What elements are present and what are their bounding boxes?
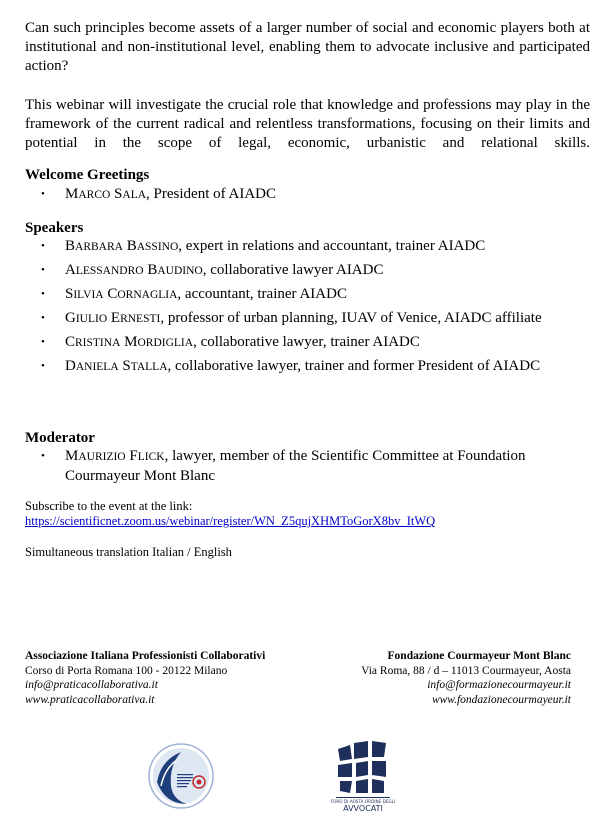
person-name: MAURIZIO FLICK	[65, 448, 165, 464]
footer-fondazione	[361, 649, 571, 707]
speaker-item	[25, 237, 580, 257]
welcome-heading: Welcome Greetings	[25, 167, 150, 183]
footer-aiadc-address: Corso di Porta Romana 100 - 20122 Milano	[25, 664, 228, 677]
bullet-icon: •	[41, 312, 45, 324]
person-description: , collaborative lawyer AIADC	[202, 262, 384, 278]
bullet-icon: •	[41, 288, 45, 300]
speaker-item	[25, 357, 580, 377]
person-description: , professor of urban planning, IUAV of Venice, AIADC affiliate	[160, 310, 542, 326]
moderator-heading: Moderator	[25, 430, 95, 446]
person-name: BARBARA BASSINO	[65, 238, 179, 254]
bullet-icon: •	[41, 264, 45, 276]
subscribe-link[interactable]: https://scientificnet.zoom.us/webinar/register/WN_Z5qujXHMToGorX8bv_ItWQ	[25, 514, 436, 528]
bullet-icon: •	[41, 450, 45, 462]
person-name: CRISTINA MORDIGLIA	[65, 334, 194, 350]
moderator-item	[25, 447, 580, 486]
svg-text:AVVOCATI: AVVOCATI	[343, 804, 383, 813]
bullet-icon: •	[41, 360, 45, 372]
speaker-item	[25, 261, 580, 281]
welcome-list	[25, 185, 580, 209]
webinar-description: This webinar will investigate the crucial role that knowledge and professions may play in the framework of the current radical and relentless transformations, focusing on their limits and potential in the scope of legal, economic, urbanistic and relational skills.	[25, 97, 590, 151]
speakers-list	[25, 237, 580, 381]
speaker-item	[25, 309, 580, 329]
person-description: , expert in relations and accountant, trainer AIADC	[178, 238, 486, 254]
footer-aiadc-email[interactable]: info@praticacollaborativa.it	[25, 679, 158, 691]
speaker-item	[25, 285, 580, 305]
speakers-heading: Speakers	[25, 220, 84, 236]
person-name: MARCO SALA	[65, 186, 147, 202]
moderator-list	[25, 447, 580, 490]
person-description: , accountant, trainer AIADC	[177, 286, 347, 302]
footer-aiadc	[25, 649, 265, 707]
intro-paragraph: Can such principles become assets of a larger number of social and economic players both at institutional and non-institutional level, enabling them to advocate inclusive and participated action?	[25, 20, 590, 74]
bullet-icon: •	[41, 336, 45, 348]
person-description: , lawyer, member of the Scientific Committee at Foundation Courmayeur Mont Blanc	[65, 448, 526, 484]
person-description: , collaborative lawyer, trainer AIADC	[193, 334, 420, 350]
speaker-item	[25, 333, 580, 353]
person-name: ALESSANDRO BAUDINO	[65, 262, 203, 278]
welcome-item	[25, 185, 580, 205]
bullet-icon: •	[41, 240, 45, 252]
footer-aiadc-web[interactable]: www.praticacollaborativa.it	[25, 693, 155, 706]
person-name: DANIELA STALLA	[65, 358, 168, 374]
svg-text:FORO DI AOSTA ORDINE DEGLI: FORO DI AOSTA ORDINE DEGLI	[330, 799, 396, 804]
ordine-dottori-commercialisti-logo	[147, 742, 215, 810]
footer-fondazione-name: Fondazione Courmayeur Mont Blanc	[387, 650, 571, 662]
person-name: GIULIO ERNESTI	[65, 310, 161, 326]
bullet-icon: •	[41, 188, 45, 200]
footer-fondazione-address: Via Roma, 88 / d – 11013 Courmayeur, Aosta	[361, 664, 571, 677]
person-description: , collaborative lawyer, trainer and former President of AIADC	[167, 358, 541, 374]
subscribe-text: Subscribe to the event at the link:	[25, 499, 193, 513]
ordine-avvocati-aosta-logo	[330, 739, 396, 813]
footer-fondazione-web[interactable]: www.fondazionecourmayeur.it	[431, 693, 571, 706]
person-name: SILVIA CORNAGLIA	[65, 286, 178, 302]
footer-fondazione-email[interactable]: info@formazionecourmayeur.it	[427, 679, 571, 691]
footer-aiadc-name: Associazione Italiana Professionisti Collaborativi	[25, 650, 266, 662]
translation-note: Simultaneous translation Italian / English	[25, 545, 232, 559]
person-description: , President of AIADC	[146, 186, 277, 202]
